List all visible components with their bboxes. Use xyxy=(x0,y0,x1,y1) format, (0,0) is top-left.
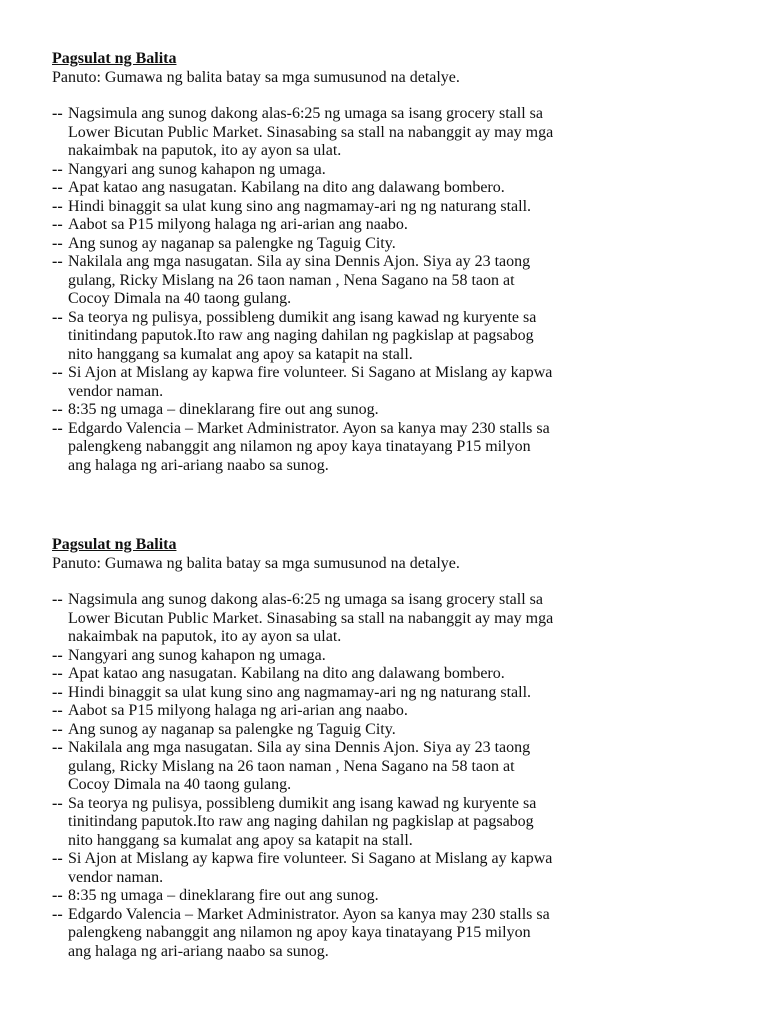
bullet-dash: -- xyxy=(52,160,63,178)
item-text-line: Nangyari ang sunog kahapon ng umaga. xyxy=(68,160,326,178)
list-item xyxy=(52,684,742,703)
item-text-line: Edgardo Valencia – Market Administrator. Ayon sa kanya may 230 stalls sa xyxy=(68,419,550,437)
assignment-block-2 xyxy=(52,536,742,961)
list-item xyxy=(52,739,742,795)
item-text-line: Sa teorya ng pulisya, possibleng dumikit ang isang kawad ng kuryente sa xyxy=(68,794,537,812)
item-text-line: ang halaga ng ari-ariang naabo sa sunog. xyxy=(68,456,329,474)
item-text-line: gulang, Ricky Mislang na 26 taon naman , Nena Sagano na 58 taon at xyxy=(68,757,515,775)
item-text-line: Ang sunog ay naganap sa palengke ng Taguig City. xyxy=(68,234,396,252)
list-item xyxy=(52,253,742,309)
item-text-line: Hindi binaggit sa ulat kung sino ang nagmamay-ari ng ng naturang stall. xyxy=(68,683,532,701)
item-text-line: Aabot sa P15 milyong halaga ng ari-arian ang naabo. xyxy=(68,216,408,233)
bullet-dash: -- xyxy=(52,665,63,682)
item-text-line: 8:35 ng umaga – dineklarang fire out ang sunog. xyxy=(68,887,379,904)
bullet-dash: -- xyxy=(52,401,63,418)
bullet-dash: -- xyxy=(52,702,63,719)
item-text-line: Hindi binaggit sa ulat kung sino ang nagmamay-ari ng ng naturang stall. xyxy=(68,197,532,215)
item-text-line: ang halaga ng ari-ariang naabo sa sunog. xyxy=(68,942,329,960)
bullet-dash: -- xyxy=(52,197,63,215)
bullet-dash: -- xyxy=(52,179,63,196)
item-text-line: Edgardo Valencia – Market Administrator. Ayon sa kanya may 230 stalls sa xyxy=(68,905,550,923)
bullet-dash: -- xyxy=(52,364,63,381)
bullet-dash: -- xyxy=(52,419,63,437)
item-text-line: Nakilala ang mga nasugatan. Sila ay sina Dennis Ajon. Siya ay 23 taong xyxy=(68,253,531,270)
item-text-line: vendor naman. xyxy=(68,382,164,400)
list-item xyxy=(52,647,742,666)
bullet-dash: -- xyxy=(52,216,63,233)
item-text-line: nakaimbak na paputok, ito ay ayon sa ulat. xyxy=(68,142,342,159)
bullet-dash: -- xyxy=(52,887,63,904)
item-text-line: Nakilala ang mga nasugatan. Sila ay sina Dennis Ajon. Siya ay 23 taong xyxy=(68,739,531,756)
item-text-line: nito hanggang sa kumalat ang apoy sa katapit na stall. xyxy=(68,345,413,363)
instruction-text: Panuto: Gumawa ng balita batay sa mga sumusunod na detalye. xyxy=(52,68,460,86)
bullet-dash: -- xyxy=(52,253,63,270)
item-text-line: palengkeng nabanggit ang nilamon ng apoy kaya tinatayang P15 milyon xyxy=(68,438,531,455)
item-text-line: Aabot sa P15 milyong halaga ng ari-arian ang naabo. xyxy=(68,702,408,719)
list-item xyxy=(52,721,742,740)
item-text-line: nito hanggang sa kumalat ang apoy sa katapit na stall. xyxy=(68,831,413,849)
item-text-line: Nangyari ang sunog kahapon ng umaga. xyxy=(68,646,326,664)
item-text-line: vendor naman. xyxy=(68,868,164,886)
item-text-line: Cocoy Dimala na 40 taong gulang. xyxy=(68,290,292,307)
item-text-line: Apat katao ang nasugatan. Kabilang na dito ang dalawang bombero. xyxy=(68,179,505,196)
bullet-dash: -- xyxy=(52,850,63,867)
item-text-line: Sa teorya ng pulisya, possibleng dumikit ang isang kawad ng kuryente sa xyxy=(68,308,537,326)
item-text-line: Cocoy Dimala na 40 taong gulang. xyxy=(68,776,292,793)
item-text-line: Si Ajon at Mislang ay kapwa fire volunteer. Si Sagano at Mislang ay kapwa xyxy=(68,364,553,381)
item-text-line: Nagsimula ang sunog dakong alas-6:25 ng umaga sa isang grocery stall sa xyxy=(68,105,543,122)
list-item xyxy=(52,235,742,254)
detail-list xyxy=(52,105,742,475)
list-item xyxy=(52,105,742,161)
item-text-line: gulang, Ricky Mislang na 26 taon naman , Nena Sagano na 58 taon at xyxy=(68,271,515,289)
item-text-line: nakaimbak na paputok, ito ay ayon sa ulat. xyxy=(68,628,342,645)
list-item xyxy=(52,161,742,180)
list-item xyxy=(52,795,742,851)
list-item xyxy=(52,216,742,235)
bullet-dash: -- xyxy=(52,591,63,608)
list-item xyxy=(52,665,742,684)
list-item xyxy=(52,906,742,962)
bullet-dash: -- xyxy=(52,720,63,738)
bullet-dash: -- xyxy=(52,683,63,701)
list-item xyxy=(52,887,742,906)
item-text-line: palengkeng nabanggit ang nilamon ng apoy kaya tinatayang P15 milyon xyxy=(68,924,531,941)
bullet-dash: -- xyxy=(52,794,63,812)
item-text-line: 8:35 ng umaga – dineklarang fire out ang sunog. xyxy=(68,401,379,418)
list-item xyxy=(52,702,742,721)
item-text-line: Ang sunog ay naganap sa palengke ng Taguig City. xyxy=(68,720,396,738)
document-title: Pagsulat ng Balita xyxy=(52,536,177,553)
instruction-text: Panuto: Gumawa ng balita batay sa mga sumusunod na detalye. xyxy=(52,554,460,572)
bullet-dash: -- xyxy=(52,105,63,122)
bullet-dash: -- xyxy=(52,308,63,326)
assignment-block-1 xyxy=(52,50,742,475)
document-title: Pagsulat ng Balita xyxy=(52,50,177,67)
list-item xyxy=(52,420,742,476)
bullet-dash: -- xyxy=(52,905,63,923)
bullet-dash: -- xyxy=(52,646,63,664)
item-text-line: Nagsimula ang sunog dakong alas-6:25 ng umaga sa isang grocery stall sa xyxy=(68,591,543,608)
list-item xyxy=(52,179,742,198)
bullet-dash: -- xyxy=(52,739,63,756)
item-text-line: tinitindang paputok.Ito raw ang naging dahilan ng pagkislap at pagsabog xyxy=(68,813,534,830)
item-text-line: Lower Bicutan Public Market. Sinasabing sa stall na nabanggit ay may mga xyxy=(68,123,554,141)
list-item xyxy=(52,364,742,401)
list-item xyxy=(52,309,742,365)
list-item xyxy=(52,401,742,420)
item-text-line: Apat katao ang nasugatan. Kabilang na dito ang dalawang bombero. xyxy=(68,665,505,682)
list-item xyxy=(52,850,742,887)
item-text-line: Si Ajon at Mislang ay kapwa fire volunteer. Si Sagano at Mislang ay kapwa xyxy=(68,850,553,867)
list-item xyxy=(52,591,742,647)
list-item xyxy=(52,198,742,217)
detail-list xyxy=(52,591,742,961)
item-text-line: tinitindang paputok.Ito raw ang naging dahilan ng pagkislap at pagsabog xyxy=(68,327,534,344)
bullet-dash: -- xyxy=(52,234,63,252)
item-text-line: Lower Bicutan Public Market. Sinasabing sa stall na nabanggit ay may mga xyxy=(68,609,554,627)
